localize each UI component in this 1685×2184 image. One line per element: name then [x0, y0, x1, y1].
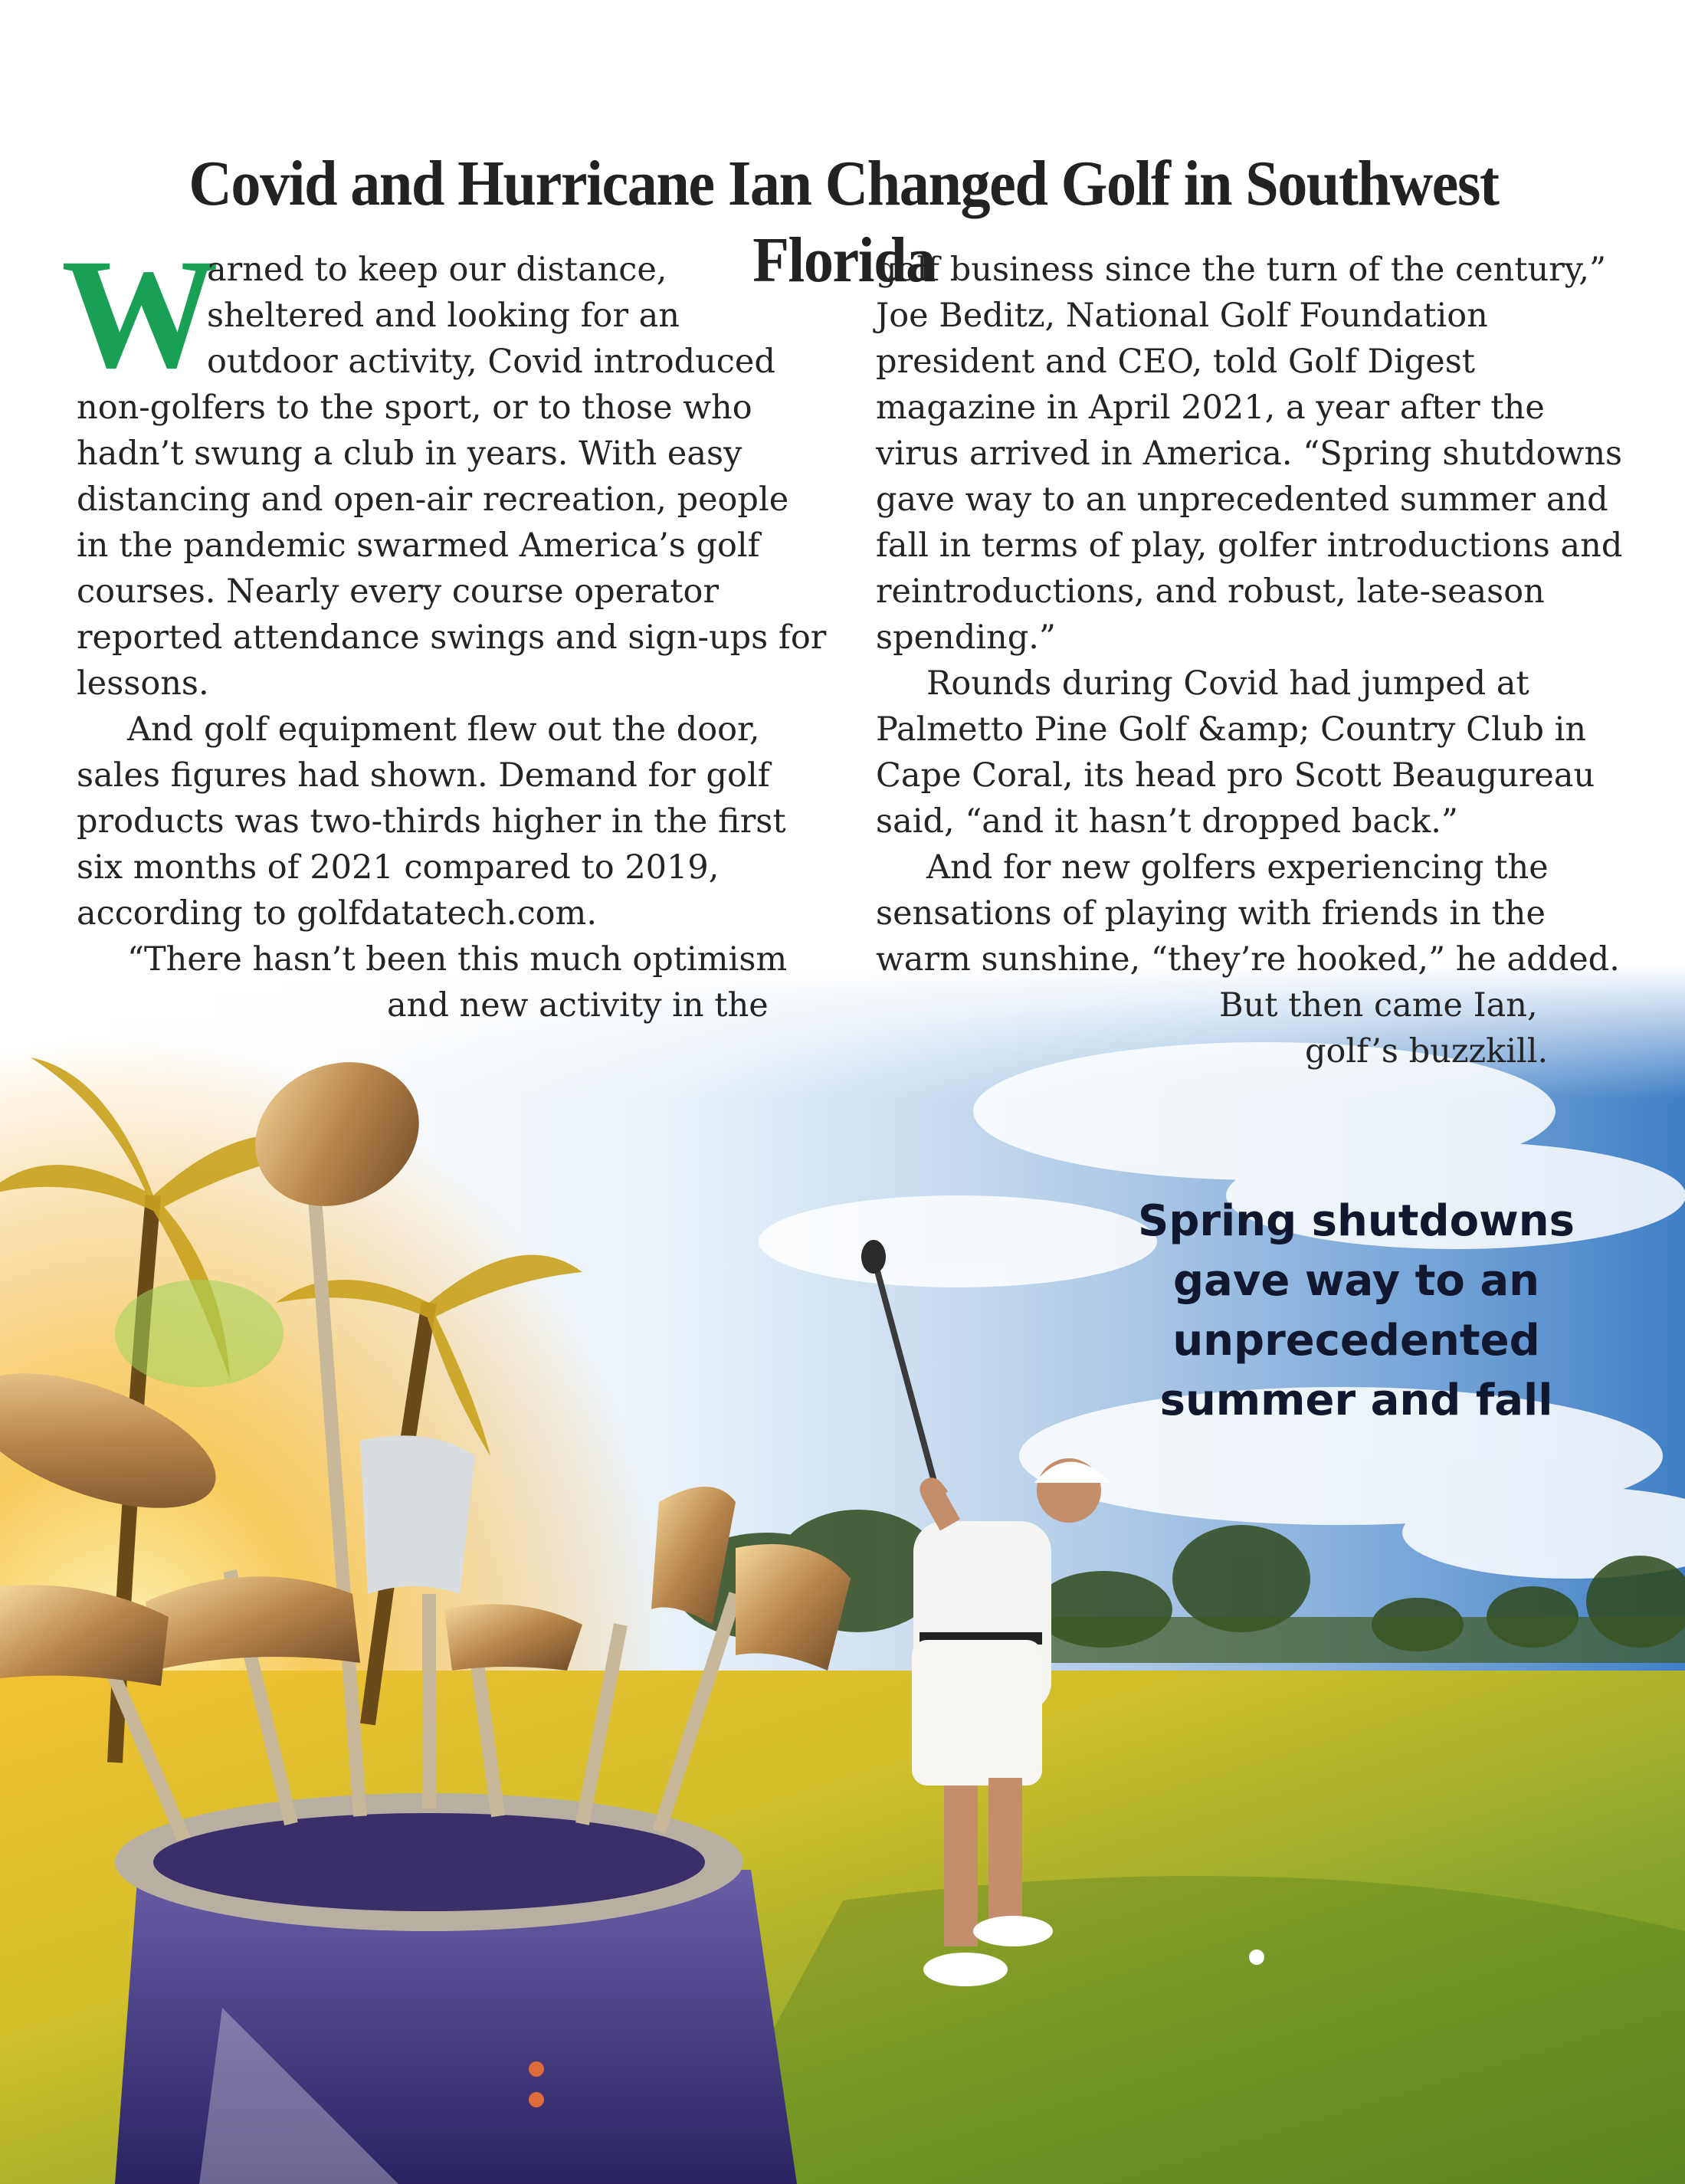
paragraph-line: “There hasn’t been this much optimism	[127, 940, 788, 979]
paragraph-line: products was two-thirds higher in the first	[77, 802, 786, 841]
paragraph-line: reported attendance swings and sign-ups for	[77, 618, 827, 657]
pull-quote-line: summer and fall	[1159, 1376, 1553, 1425]
paragraph-line: according to golfdatatech.com.	[77, 894, 597, 933]
paragraph-line: distancing and open-air recreation, people	[77, 480, 789, 519]
article-column-right	[876, 247, 1642, 1074]
paragraph-line: courses. Nearly every course operator	[77, 572, 719, 611]
paragraph-line: sensations of playing with friends in the	[876, 894, 1546, 933]
paragraph-line: outdoor activity, Covid introduced	[207, 343, 775, 381]
paragraph-line: Palmetto Pine Golf &amp; Country Club in	[876, 710, 1587, 749]
paragraph-line: president and CEO, told Golf Digest	[876, 343, 1476, 381]
pull-quote	[1103, 1192, 1609, 1431]
paragraph-line: But then came Ian,	[1219, 986, 1538, 1025]
paragraph-line: spending.”	[876, 618, 1056, 657]
pull-quote-line: gave way to an	[1172, 1256, 1540, 1306]
paragraph-line: gave way to an unprecedented summer and	[876, 480, 1608, 519]
paragraph-line: arned to keep our distance,	[207, 251, 667, 289]
paragraph-line: Rounds during Covid had jumped at	[926, 664, 1529, 703]
pull-quote-line: unprecedented	[1172, 1316, 1540, 1366]
paragraph-line: sheltered and looking for an	[207, 297, 680, 335]
paragraph-line: non-golfers to the sport, or to those who	[77, 389, 752, 427]
paragraph-line: lessons.	[77, 664, 209, 703]
paragraph-line: six months of 2021 compared to 2019,	[77, 848, 720, 887]
article-headline: Covid and Hurricane Ian Changed Golf in Southwest Florida	[188, 148, 1499, 296]
paragraph-line: golf business since the turn of the century,”	[876, 251, 1606, 289]
paragraph-line: And for new golfers experiencing the	[926, 848, 1549, 887]
paragraph-line: Joe Beditz, National Golf Foundation	[876, 297, 1488, 335]
pull-quote-line: Spring shutdowns	[1137, 1196, 1575, 1246]
drop-cap: W	[61, 227, 218, 401]
paragraph-line: hadn’t swung a club in years. With easy	[77, 435, 743, 473]
paragraph-line: magazine in April 2021, a year after the	[876, 389, 1545, 427]
article-column-left	[77, 247, 827, 1028]
paragraph-line: reintroductions, and robust, late-season	[876, 572, 1545, 611]
paragraph-line: said, “and it hasn’t dropped back.”	[876, 802, 1458, 841]
paragraph-line: fall in terms of play, golfer introductions and	[876, 526, 1623, 565]
paragraph-line: virus arrived in America. “Spring shutdowns	[876, 435, 1623, 473]
paragraph-line: sales figures had shown. Demand for golf	[77, 756, 770, 795]
paragraph-line: Cape Coral, its head pro Scott Beaugureau	[876, 756, 1595, 795]
paragraph-line: golf’s buzzkill.	[1305, 1032, 1549, 1071]
paragraph-line: warm sunshine, “they’re hooked,” he added.	[876, 940, 1620, 979]
paragraph-line: in the pandemic swarmed America’s golf	[77, 526, 760, 565]
paragraph-line: And golf equipment flew out the door,	[127, 710, 760, 749]
paragraph-line: and new activity in the	[387, 986, 769, 1025]
